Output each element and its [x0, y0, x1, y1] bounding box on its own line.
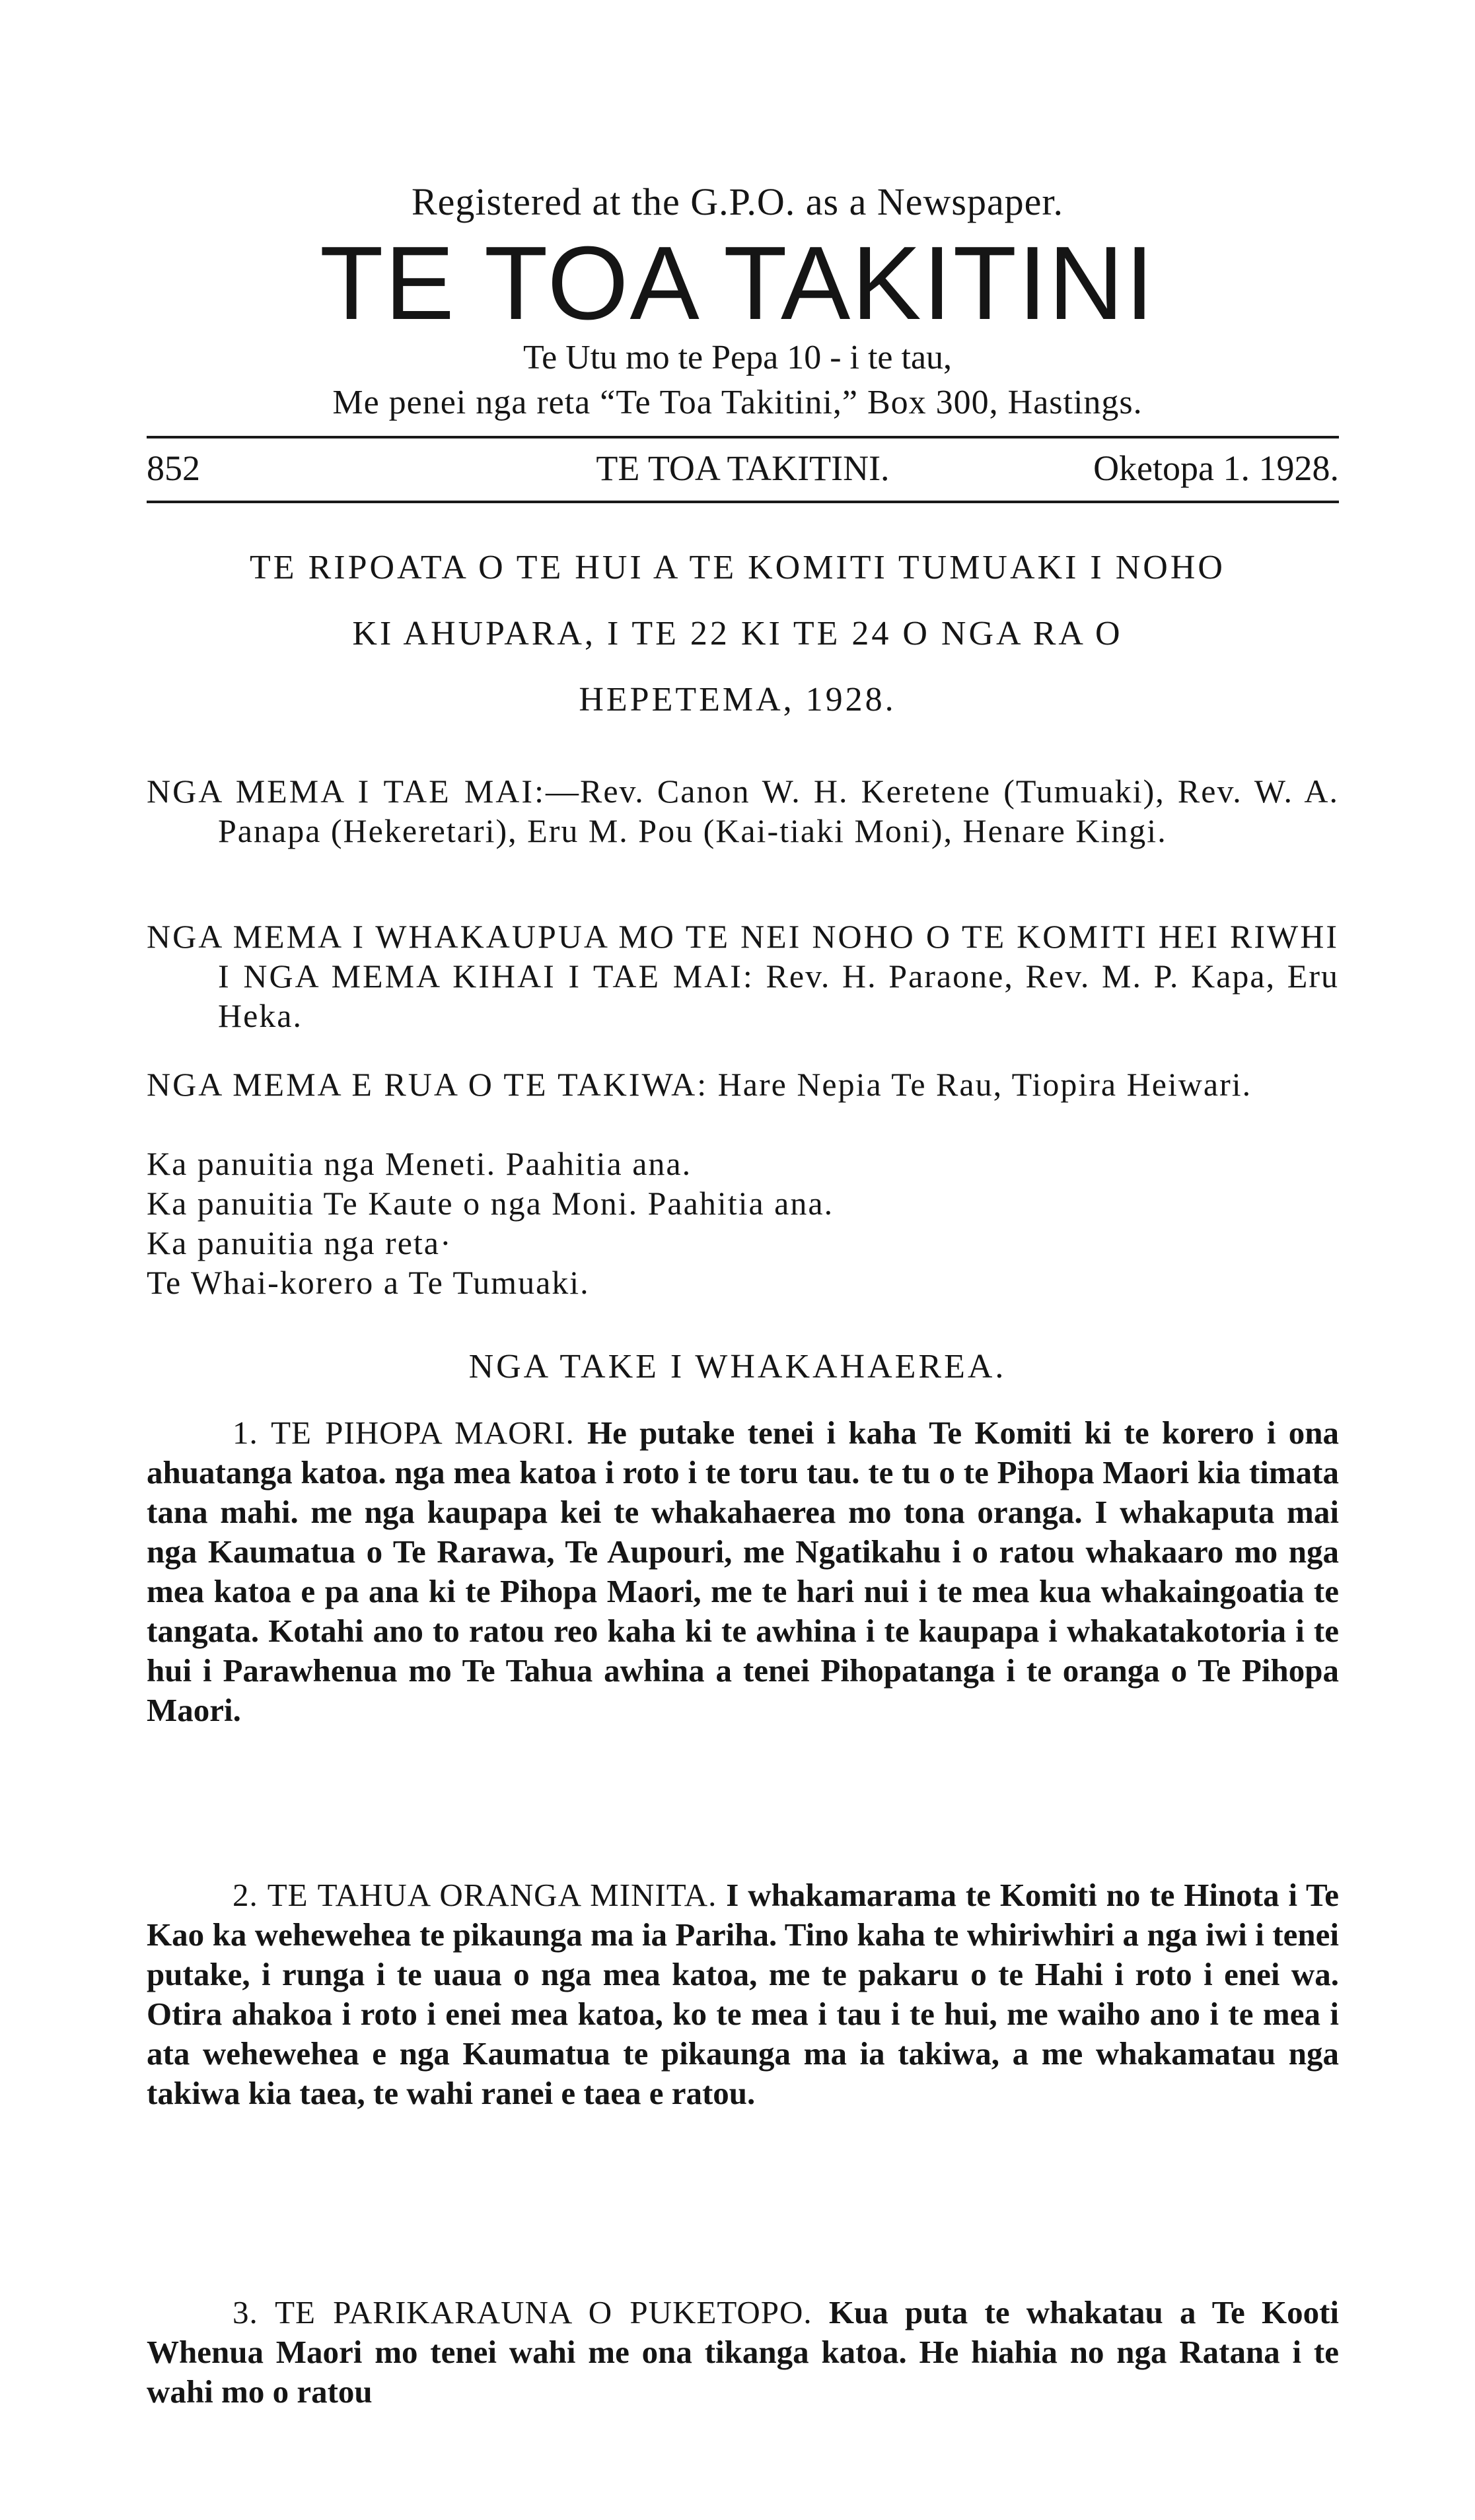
item-1-text: He putake tenei i kaha Te Komiti ki te korero i ona ahuatanga katoa. nga mea katoa i roto i te toru tau. te tu o te Pihopa Maori kia timata tana mahi. me nga kaupapa kei te whakahaerea mo tona oranga. I whakaputa mai nga Kaumatua o Te Rarawa, Te Aupouri, me Ngatikahu i o ratou whakaaro mo nga mea katoa e pa ana ki te Pihopa Maori, me te hari nui i te mea kua whakaingoatia te tangata. Kotahi ano to ratou reo kaha ki te awhina i te kaupapa i whakatakotoria i te hui i Parawhenua mo Te Tahua awhina a tenei Pihopatanga i te oranga o Te Pihopa Maori.: [147, 1415, 1340, 1728]
item-puketopo: [147, 2293, 1339, 2412]
subscription-line: Te Utu mo te Pepa 10 - i te tau,: [522, 339, 953, 376]
minutes-line-4: Te Whai-korero a Te Tumuaki.: [147, 1264, 590, 1301]
header-rule-bottom: [147, 501, 1339, 503]
issue-date: Oketopa 1. 1928.: [1093, 448, 1339, 488]
header-rule-top: [147, 436, 1339, 438]
members-present: [147, 771, 1339, 851]
minutes-line-1: Ka panuitia nga Meneti. Paahitia ana.: [147, 1145, 692, 1182]
dateline: [147, 448, 1339, 494]
item-2-heading: 2. TE TAHUA ORANGA MINITA.: [233, 1877, 717, 1913]
address-line: Me penei nga reta “Te Toa Takitini,” Box 300, Hastings.: [332, 384, 1143, 421]
minutes-line-3: Ka panuitia nga reta·: [147, 1224, 452, 1261]
district-members-label: NGA MEMA E RUA O TE TAKIWA:: [147, 1066, 709, 1103]
item-1-heading: 1. TE PIHOPA MAORI.: [233, 1415, 575, 1451]
members-substitute-text: Rev. H. Paraone, Rev. M. P. Kapa, Eru Heka.: [218, 958, 1339, 1034]
registration-notice: Registered at the G.P.O. as a Newspaper.: [411, 180, 1064, 223]
district-members-text: Hare Nepia Te Rau, Tiopira Heiwari.: [717, 1066, 1252, 1103]
business-heading: NGA TAKE I WHAKAHAEREA.: [468, 1348, 1007, 1385]
district-members: [147, 1065, 1339, 1104]
members-present-text: —Rev. Canon W. H. Keretene (Tumuaki), Rev. W. A. Panapa (Hekeretari), Eru M. Pou (Kai-tiaki Moni), Henare Kingi.: [218, 773, 1340, 849]
report-title-line-3: HEPETEMA, 1928.: [579, 681, 896, 718]
page-number: 852: [147, 448, 200, 488]
item-minister-fund: [147, 1875, 1339, 2113]
report-title-line-2: KI AHUPARA, I TE 22 KI TE 24 O NGA RA O: [352, 615, 1123, 652]
item-2-text: I whakamarama te Komiti no te Hinota i Te Kao ka wehewehea te pikaunga ma ia Pariha. Tino kaha te whiriwhiri a nga iwi i tenei putake, i runga i te uaua o nga mea katoa, me te pakaru o te Hahi i roto i enei wa. Otira ahakoa i roto i enei mea katoa, ko te mea i tau i te hui, me waiho ano i te mea i ata wehewehea e nga Kaumatua te pikaunga ma ia takiwa, a me whakamatau nga takiwa kia taea, te wahi ranei e taea e ratou.: [147, 1877, 1339, 2111]
members-present-label: NGA MEMA I TAE MAI:: [147, 773, 546, 810]
item-3-heading: 3. TE PARIKARAUNA O PUKETOPO.: [233, 2294, 812, 2330]
item-maori-bishop: [147, 1413, 1339, 1730]
minutes-line-2: Ka panuitia Te Kaute o nga Moni. Paahitia ana.: [147, 1185, 834, 1222]
members-substitute-label: NGA MEMA I WHAKAUPUA MO TE NEI NOHO O TE KOMITI HEI RIWHI I NGA MEMA KIHAI I TAE MAI:: [147, 918, 1339, 995]
members-substitute: [147, 917, 1339, 1035]
paper-name: TE TOA TAKITINI.: [596, 448, 890, 488]
report-title-line-1: TE RIPOATA O TE HUI A TE KOMITI TUMUAKI I NOHO: [250, 549, 1225, 586]
masthead-title: TE TOA TAKITINI: [319, 225, 1156, 341]
item-3-text: Kua puta te whakatau a Te Kooti Whenua Maori mo tenei wahi me ona tikanga katoa. He hiahia no nga Ratana i te wahi mo o ratou: [147, 2294, 1339, 2410]
